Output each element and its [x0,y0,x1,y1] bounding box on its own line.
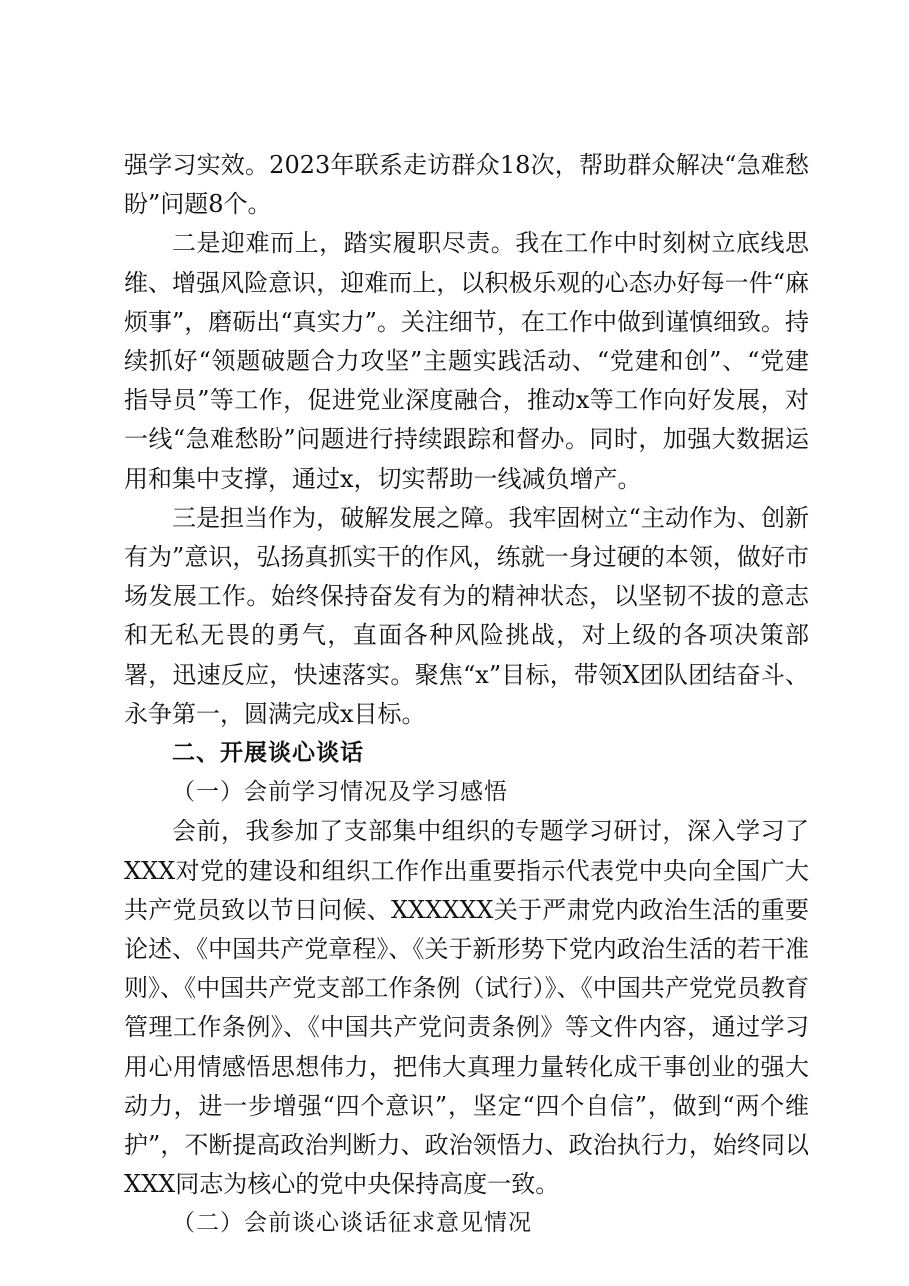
subsection-heading-opinions: （二）会前谈心谈话征求意见情况 [172,1210,532,1237]
paragraph-continuation: 强学习实效。2023年联系走访群众18次，帮助群众解决“急难愁盼”问题8个。 [124,151,809,219]
section-heading: 二、开展谈心谈话 [172,740,364,767]
paragraph-point-two: 二是迎难而上，踏实履职尽责。我在工作中时刻树立底线思维、增强风险意识，迎难而上，以积极乐观的心态办好每一件“麻烦事”，磨砺出“真实力”。关注细节，在工作中做到谨慎细致。持续抓好“领题破题合力攻坚”主题实践活动、“党建和创”、“党建指导员”等工作，促进党业深度融合，推动x等工作向好发展，对一线“急难愁盼”问题进行持续跟踪和督办。同时，加强大数据运用和集中支撑，通过x，切实帮助一线减负增产。 [124,229,809,493]
paragraph-study: 会前，我参加了支部集中组织的专题学习研讨，深入学习了XXX对党的建设和组织工作作出重要指示代表党中央向全国广大共产党员致以节日问候、XXXXXX关于严肃党内政治生活的重要论述、《中国共产党章程》、《关于新形势下党内政治生活的若干准则》、《中国共产党支部工作条例（试行）》、《中国共产党党员教育管理工作条例》、《中国共产党问责条例》等文件内容，通过学习用心用情感悟思想伟力，把伟大真理力量转化成干事创业的强大动力，进一步增强“四个意识”，坚定“四个自信”，做到“两个维护”，不断提高政治判断力、政治领悟力、政治执行力，始终同以XXX同志为核心的党中央保持高度一致。 [124,817,809,1199]
paragraph-point-three: 三是担当作为，破解发展之障。我牢固树立“主动作为、创新有为”意识，弘扬真抓实干的作风，练就一身过硬的本领，做好市场发展工作。始终保持奋发有为的精神状态，以坚韧不拔的意志和无私无畏的勇气，直面各种风险挑战，对上级的各项决策部署，迅速反应，快速落实。聚焦“x”目标，带领X团队团结奋斗、永争第一，圆满完成x目标。 [124,503,809,728]
document-body [124,146,809,1244]
subsection-heading-study: （一）会前学习情况及学习感悟 [172,779,508,806]
